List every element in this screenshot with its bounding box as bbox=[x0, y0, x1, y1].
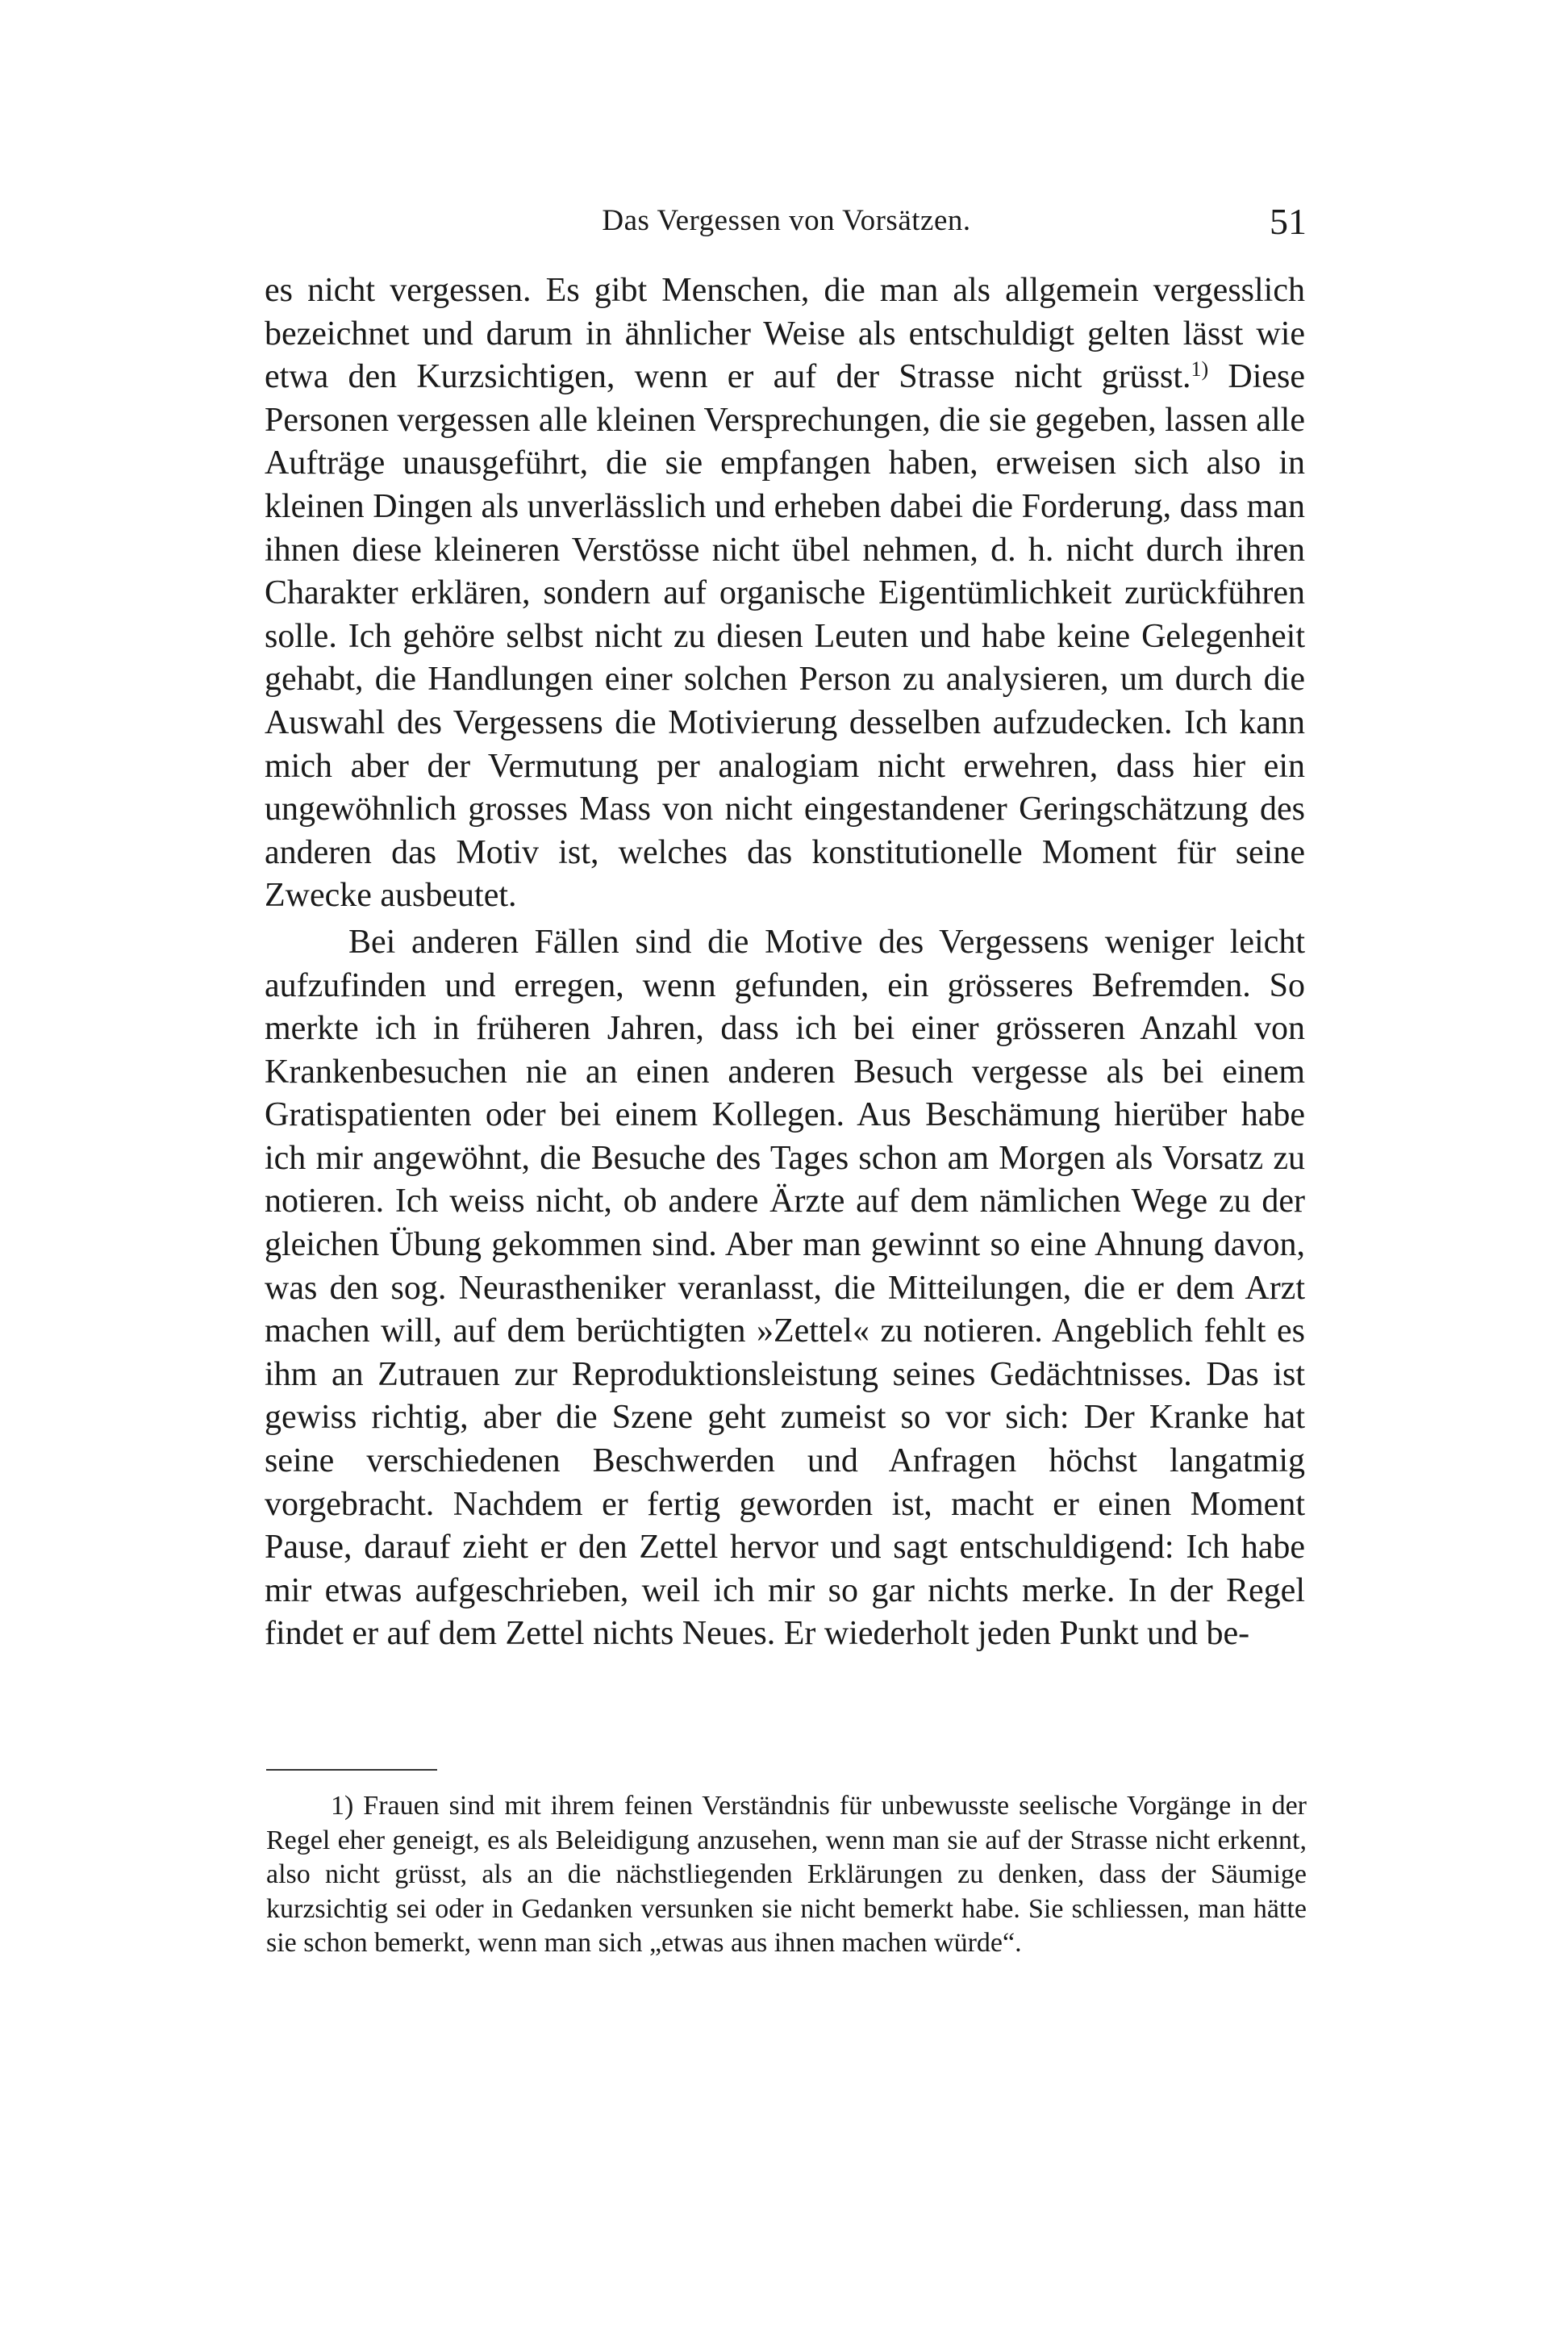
footnote-label: 1) bbox=[331, 1791, 354, 1821]
paragraph-1-part-a: es nicht vergessen. Es gibt Menschen, die man als allgemein vergesslich bezeichnet und darum in ähnlicher Weise als entschuldigt gelten lässt wie etwa den Kurzsichtigen, wenn er auf der Strasse nicht grüsst. bbox=[265, 272, 1305, 396]
footnote-divider bbox=[266, 1769, 437, 1771]
footnote-marker: 1) bbox=[1191, 357, 1209, 382]
main-text bbox=[265, 269, 1305, 1656]
running-head bbox=[266, 200, 1307, 248]
running-title: Das Vergessen von Vorsätzen. bbox=[602, 204, 971, 237]
footnote-text: Frauen sind mit ihrem feinen Verständnis für unbewusste seelische Vorgänge in der Regel eher geneigt, es als Beleidigung anzusehen, wenn man sie auf der Strasse nicht erkennt, also nicht grüsst, als an die nächstliegenden Erklärungen zu denken, dass der Säumige kurzsichtig sei oder in Gedanken versunken sie nicht bemerkt habe. Sie schliessen, man hätte sie schon bemerkt, wenn man sich „etwas aus ihnen machen würde“. bbox=[266, 1791, 1307, 1959]
paragraph-2: Bei anderen Fällen sind die Motive des Vergessens weniger leicht aufzufinden und erregen, wenn gefunden, ein grösseres Befremden. So merkte ich in früheren Jahren, dass ich bei einer grösseren Anzahl von Krankenbesuchen nie an einen anderen Besuch vergesse als bei einem Gratispatienten oder bei einem Kollegen. Aus Beschämung hierüber habe ich mir angewöhnt, die Besuche des Tages schon am Morgen als Vorsatz zu notieren. Ich weiss nicht, ob andere Ärzte auf dem nämlichen Wege zu der gleichen Übung gekommen sind. Aber man gewinnt so eine Ahnung davon, was den sog. Neurastheniker veranlasst, die Mitteilungen, die er dem Arzt machen will, auf dem berüchtigten »Zettel« zu notieren. Angeblich fehlt es ihm an Zutrauen zur Reproduktionsleistung seines Gedächtnisses. Das ist gewiss richtig, aber die Szene geht zumeist so vor sich: Der Kranke hat seine verschiedenen Beschwerden und Anfragen höchst langatmig vorgebracht. Nachdem er fertig geworden ist, macht er einen Moment Pause, darauf zieht er den Zettel hervor und sagt entschuldigend: Ich habe mir etwas aufgeschrieben, weil ich mir so gar nichts merke. In der Regel findet er auf dem Zettel nichts Neues. Er wiederholt jeden Punkt und be- bbox=[265, 923, 1305, 1653]
paragraph-1 bbox=[265, 269, 1305, 918]
page-number: 51 bbox=[1270, 201, 1307, 242]
paragraph-1-part-b: Diese Personen vergessen alle kleinen Versprechungen, die sie gegeben, lassen alle Aufträge unausgeführt, die sie empfangen haben, erweisen sich also in kleinen Dingen als unverlässlich und erheben dabei die Forderung, dass man ihnen diese kleineren Verstösse nicht übel nehmen, d. h. nicht durch ihren Charakter erklären, sondern auf organische Eigentümlichkeit zurückführen solle. Ich gehöre selbst nicht zu diesen Leuten und habe keine Gelegenheit gehabt, die Handlungen einer solchen Person zu analysieren, um durch die Auswahl des Vergessens die Motivierung desselben aufzudecken. Ich kann mich aber der Vermutung per analogiam nicht erwehren, dass hier ein ungewöhnlich grosses Mass von nicht eingestandener Geringschätzung des anderen das Motiv ist, welches das konstitutionelle Moment für seine Zwecke ausbeutet. bbox=[265, 358, 1305, 915]
footnote bbox=[266, 1789, 1307, 1961]
